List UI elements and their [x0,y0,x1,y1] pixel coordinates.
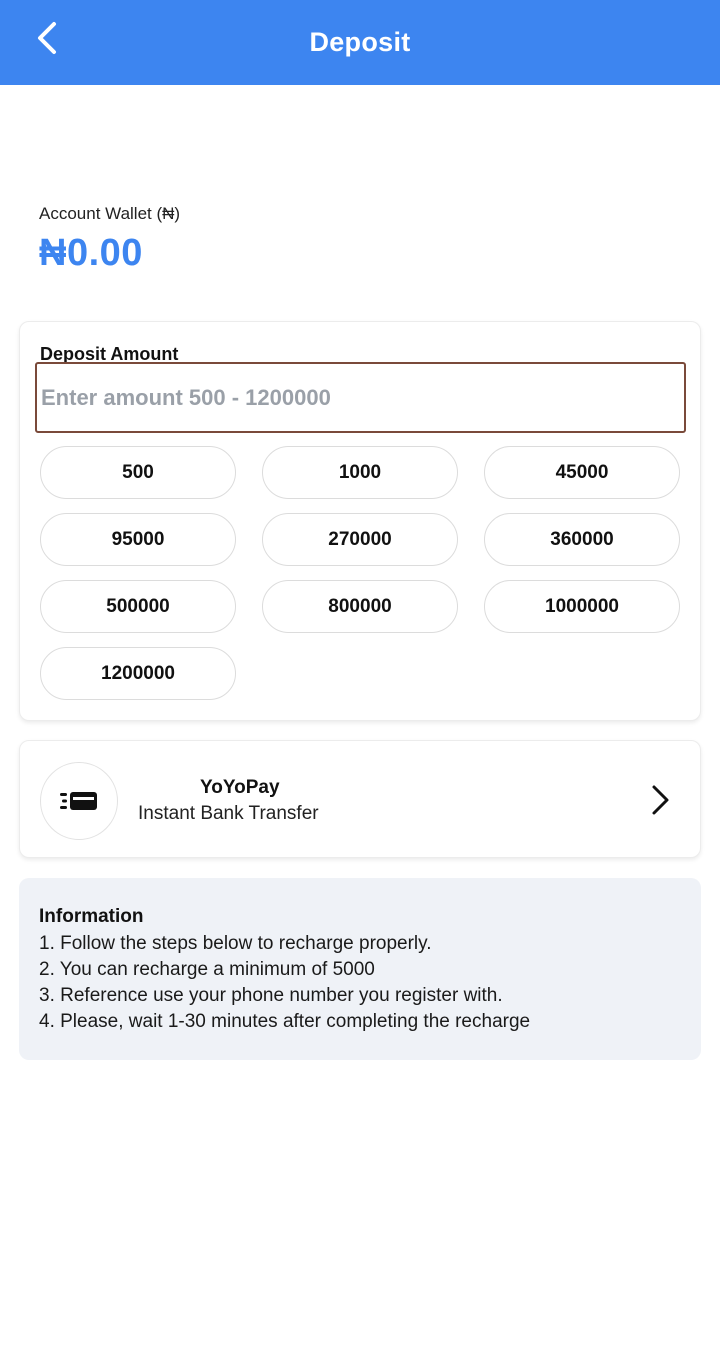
deposit-amount-title: Deposit Amount [40,344,179,364]
payment-icon-wrapper [40,762,118,840]
amount-chip[interactable]: 500 [40,446,236,499]
amount-chip[interactable]: 1000000 [484,580,680,633]
amount-chip[interactable]: 800000 [262,580,458,633]
page-title: Deposit [309,27,411,57]
app-header [0,0,720,85]
chevron-left-icon [36,21,58,55]
amount-input[interactable] [35,362,686,433]
information-line: 3. Reference use your phone number you register with. [39,985,503,1006]
information-panel [19,878,701,1060]
back-button[interactable] [30,18,64,58]
preset-amounts [40,446,680,700]
information-title: Information [39,906,144,927]
wallet-label: Account Wallet (₦) [39,204,181,223]
information-line: 2. You can recharge a minimum of 5000 [39,959,375,980]
amount-chip[interactable]: 45000 [484,446,680,499]
payment-method-yoyopay[interactable] [19,740,701,858]
wallet-summary [39,204,180,275]
information-line: 1. Follow the steps below to recharge properly. [39,933,432,954]
deposit-amount-card [19,321,701,721]
information-line: 4. Please, wait 1-30 minutes after completing the recharge [39,1011,531,1032]
amount-chip[interactable]: 360000 [484,513,680,566]
card-transfer-icon [59,788,99,814]
payment-method-name: YoYoPay [200,777,280,798]
amount-chip[interactable]: 270000 [262,513,458,566]
amount-chip[interactable]: 1200000 [40,647,236,700]
wallet-balance: ₦0.00 [39,232,143,274]
amount-chip[interactable]: 95000 [40,513,236,566]
payment-method-description: Instant Bank Transfer [138,803,319,824]
amount-chip[interactable]: 1000 [262,446,458,499]
chevron-right-icon [648,783,672,817]
amount-chip[interactable]: 500000 [40,580,236,633]
